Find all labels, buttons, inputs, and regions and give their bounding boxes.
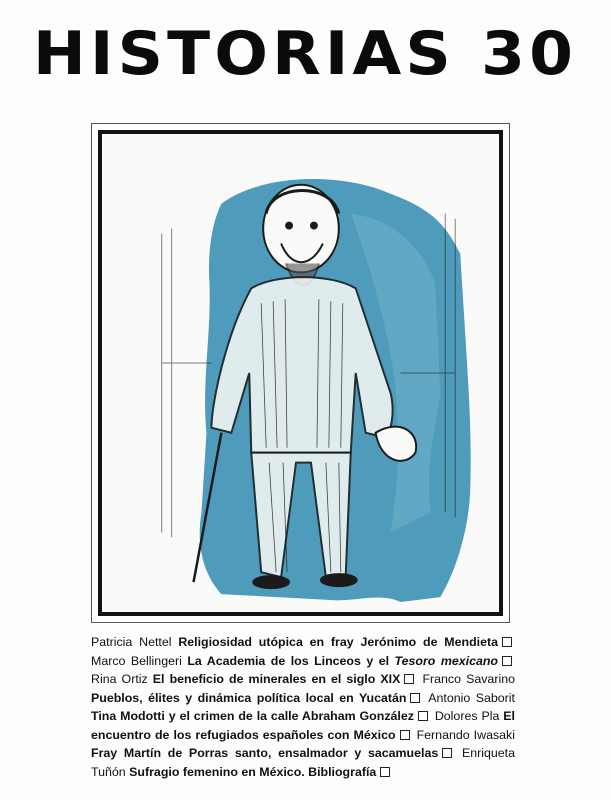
toc-title: El encuentro de los refugiados españoles con México: [91, 709, 515, 742]
square-separator-icon: [442, 748, 452, 758]
toc-author: Antonio Saborit: [428, 690, 516, 705]
square-separator-icon: [400, 730, 410, 740]
toc-title: El beneficio de minerales en el siglo XIX: [152, 672, 401, 686]
toc-author: Patricia Nettel: [91, 635, 172, 649]
square-separator-icon: [502, 637, 512, 647]
toc-author: Enriqueta Tuñón: [91, 746, 515, 779]
caricature-illustration: [102, 134, 499, 612]
square-separator-icon: [380, 767, 390, 777]
toc-entry: [91, 672, 417, 686]
toc-title: Religiosidad utópica en fray Jerónimo de Mendieta: [178, 635, 498, 649]
toc-author: Rina Ortiz: [91, 672, 148, 686]
toc-entry: [91, 654, 515, 668]
toc-author: Marco Bellingeri: [91, 653, 182, 668]
toc-title: Fray Martín de Porras santo, ensalmador y sacamuelas: [91, 746, 439, 760]
toc-author: Dolores Pla: [434, 709, 500, 723]
square-separator-icon: [418, 711, 428, 721]
square-separator-icon: [410, 693, 420, 703]
toc-author: Franco Savarino: [422, 672, 515, 686]
cover-illustration-border: [98, 130, 503, 616]
square-separator-icon: [502, 656, 512, 666]
toc-title: La Academia de los Linceos y el: [187, 653, 390, 668]
table-of-contents: [91, 633, 515, 781]
journal-title: HISTORIAS 30: [33, 19, 578, 89]
square-separator-icon: [404, 674, 414, 684]
toc-title: Sufragio femenino en México. Bibliografía: [129, 764, 377, 779]
masthead: [0, 18, 611, 90]
toc-author: Fernando Iwasaki: [416, 727, 515, 742]
toc-title: Tina Modotti y el crimen de la calle Abraham González: [91, 709, 414, 723]
cover-illustration-frame: [91, 123, 510, 623]
toc-title: Pueblos, élites y dinámica política local en Yucatán: [91, 690, 407, 705]
toc-entry: [91, 635, 515, 649]
toc-title-italic: Tesoro mexicano: [394, 653, 498, 668]
